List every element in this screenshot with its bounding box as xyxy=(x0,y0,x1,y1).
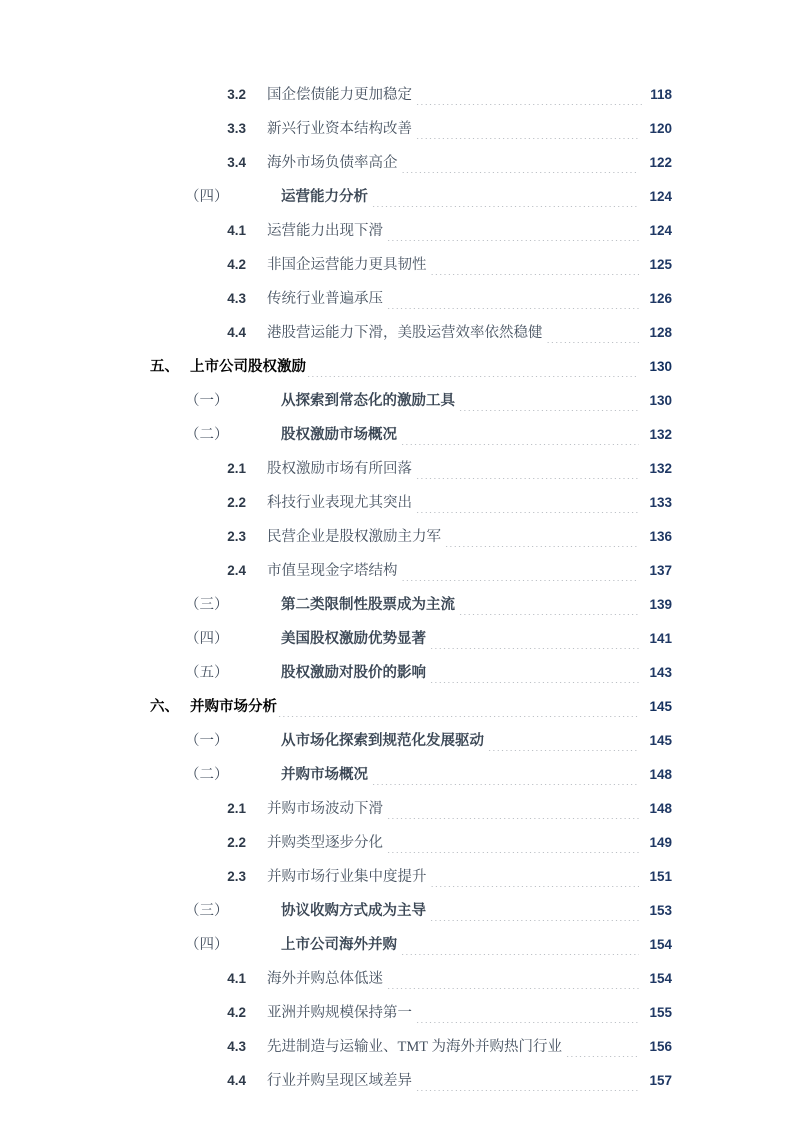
toc-entry-number: 4.2 xyxy=(227,1005,246,1020)
toc-entry[interactable] xyxy=(150,758,672,792)
toc-entry-number: 3.4 xyxy=(227,155,246,170)
toc-leader-dots xyxy=(547,329,640,343)
toc-entry[interactable] xyxy=(150,1064,672,1098)
toc-entry-number: 3.3 xyxy=(227,121,246,136)
toc-entry-title: 并购市场分析 xyxy=(190,699,277,715)
toc-page-number: 120 xyxy=(649,121,672,136)
toc-leader-dots xyxy=(431,261,640,275)
toc-page-number: 154 xyxy=(649,937,672,952)
toc-entry-title: 市值呈现金字塔结构 xyxy=(267,563,398,579)
toc-entry-title: 运营能力出现下滑 xyxy=(267,223,383,239)
toc-entry[interactable] xyxy=(150,996,672,1030)
toc-entry-number: 2.3 xyxy=(227,869,246,884)
toc-leader-dots xyxy=(387,805,639,819)
toc-page-number: 124 xyxy=(649,223,672,238)
toc-leader-dots xyxy=(387,295,639,309)
toc-entry-title: 新兴行业资本结构改善 xyxy=(267,121,412,137)
toc-entry-title: 协议收购方式成为主导 xyxy=(281,903,426,919)
toc-page-number: 118 xyxy=(650,87,672,102)
toc-entry[interactable] xyxy=(150,146,672,180)
toc-page-number: 145 xyxy=(649,733,672,748)
toc-leader-dots xyxy=(387,975,639,989)
toc-entry[interactable] xyxy=(150,928,672,962)
toc-entry[interactable] xyxy=(150,112,672,146)
toc-entry[interactable] xyxy=(150,78,672,112)
toc-entry-number: 4.3 xyxy=(227,1039,246,1054)
toc-page-number: 124 xyxy=(649,189,672,204)
toc-entry-number: （五） xyxy=(185,665,229,681)
toc-entry-number: 2.3 xyxy=(227,529,246,544)
toc-entry[interactable] xyxy=(150,724,672,758)
toc-entry-title: 行业并购呈现区域差异 xyxy=(267,1073,412,1089)
toc-entry[interactable] xyxy=(150,894,672,928)
toc-entry-number: 4.1 xyxy=(227,971,246,986)
toc-entry-number: （二） xyxy=(185,427,229,443)
toc-leader-dots xyxy=(430,669,639,683)
toc-leader-dots xyxy=(278,703,639,717)
toc-page-number: 155 xyxy=(649,1005,672,1020)
toc-entry[interactable] xyxy=(150,792,672,826)
toc-entry-title: 先进制造与运输业、TMT 为海外并购热门行业 xyxy=(267,1039,562,1055)
toc-entry[interactable] xyxy=(150,350,672,384)
toc-leader-dots xyxy=(459,397,639,411)
toc-entry-number: （二） xyxy=(185,767,229,783)
toc-entry-number: 4.2 xyxy=(227,257,246,272)
toc-entry-title: 并购市场行业集中度提升 xyxy=(267,869,427,885)
toc-entry[interactable] xyxy=(150,214,672,248)
toc-entry-title: 科技行业表现尤其突出 xyxy=(267,495,412,511)
toc-entry[interactable] xyxy=(150,384,672,418)
toc-page-number: 133 xyxy=(649,495,672,510)
toc-entry-number: 2.1 xyxy=(227,801,246,816)
toc-leader-dots xyxy=(416,499,639,513)
toc-page-number: 145 xyxy=(649,699,672,714)
toc-page-number: 143 xyxy=(649,665,672,680)
toc-entry-number: 六、 xyxy=(150,699,179,715)
toc-entry-number: （一） xyxy=(185,393,229,409)
toc-entry-number: 2.4 xyxy=(227,563,246,578)
toc-entry-title: 第二类限制性股票成为主流 xyxy=(281,597,455,613)
toc-entry[interactable] xyxy=(150,452,672,486)
toc-page-number: 139 xyxy=(649,597,672,612)
toc-entry[interactable] xyxy=(150,520,672,554)
toc-entry-title: 股权激励市场概况 xyxy=(281,427,397,443)
toc-page-number: 125 xyxy=(649,257,672,272)
toc-entry-title: 非国企运营能力更具韧性 xyxy=(267,257,427,273)
toc-entry[interactable] xyxy=(150,622,672,656)
toc-entry-title: 运营能力分析 xyxy=(281,189,368,205)
toc-leader-dots xyxy=(416,465,639,479)
toc-entry-number: 3.2 xyxy=(227,87,246,102)
toc-entry-number: （三） xyxy=(185,597,229,613)
toc-entry-title: 上市公司海外并购 xyxy=(281,937,397,953)
toc-entry[interactable] xyxy=(150,486,672,520)
toc-page-number: 132 xyxy=(649,427,672,442)
toc-page-number: 156 xyxy=(649,1039,672,1054)
toc-leader-dots xyxy=(416,91,644,105)
toc-entry-title: 海外并购总体低迷 xyxy=(267,971,383,987)
toc-page-number: 153 xyxy=(649,903,672,918)
toc-entry-title: 港股营运能力下滑，美股运营效率依然稳健 xyxy=(267,325,543,341)
toc-entry-number: 4.3 xyxy=(227,291,246,306)
toc-leader-dots xyxy=(387,839,639,853)
toc-page-number: 130 xyxy=(649,393,672,408)
toc-entry[interactable] xyxy=(150,248,672,282)
toc-entry-number: 2.2 xyxy=(227,835,246,850)
toc-entry-number: 4.4 xyxy=(227,325,246,340)
toc-page-number: 151 xyxy=(649,869,672,884)
toc-leader-dots xyxy=(430,907,639,921)
toc-leader-dots xyxy=(416,125,639,139)
toc-leader-dots xyxy=(402,567,640,581)
toc-entry-number: （四） xyxy=(185,937,229,953)
toc-entry[interactable] xyxy=(150,418,672,452)
toc-page-number: 136 xyxy=(649,529,672,544)
toc-page-number: 148 xyxy=(649,801,672,816)
toc-leader-dots xyxy=(401,941,639,955)
toc-page-number: 149 xyxy=(649,835,672,850)
toc-page-number: 128 xyxy=(649,325,672,340)
toc-leader-dots xyxy=(566,1043,639,1057)
toc-entry[interactable] xyxy=(150,1030,672,1064)
toc-entry-title: 美国股权激励优势显著 xyxy=(281,631,426,647)
toc-entry-number: （四） xyxy=(185,189,229,205)
toc-entry-title: 并购类型逐步分化 xyxy=(267,835,383,851)
toc-leader-dots xyxy=(459,601,639,615)
toc-leader-dots xyxy=(387,227,639,241)
toc-entry-title: 上市公司股权激励 xyxy=(190,359,306,375)
toc-entry-title: 国企偿债能力更加稳定 xyxy=(267,87,412,103)
toc-entry-title: 海外市场负债率高企 xyxy=(267,155,398,171)
toc-entry-title: 股权激励市场有所回落 xyxy=(267,461,412,477)
toc-leader-dots xyxy=(445,533,639,547)
toc-leader-dots xyxy=(372,193,639,207)
toc-entry[interactable] xyxy=(150,962,672,996)
toc-entry-title: 从市场化探索到规范化发展驱动 xyxy=(281,733,484,749)
toc-entry-number: （四） xyxy=(185,631,229,647)
toc-leader-dots xyxy=(430,635,639,649)
toc-leader-dots xyxy=(401,431,639,445)
toc-entry-title: 并购市场概况 xyxy=(281,767,368,783)
toc-entry[interactable] xyxy=(150,826,672,860)
toc-entry-title: 股权激励对股价的影响 xyxy=(281,665,426,681)
toc-entry[interactable] xyxy=(150,588,672,622)
toc-entry-title: 亚洲并购规模保持第一 xyxy=(267,1005,412,1021)
toc-entry-number: 五、 xyxy=(150,359,179,375)
toc-entry[interactable] xyxy=(150,316,672,350)
toc-entry-title: 从探索到常态化的激励工具 xyxy=(281,393,455,409)
toc-entry-title: 并购市场波动下滑 xyxy=(267,801,383,817)
toc-entry[interactable] xyxy=(150,656,672,690)
table-of-contents xyxy=(150,78,672,1098)
toc-page-number: 132 xyxy=(649,461,672,476)
toc-entry-title: 民营企业是股权激励主力军 xyxy=(267,529,441,545)
toc-entry-number: （一） xyxy=(185,733,229,749)
toc-entry[interactable] xyxy=(150,860,672,894)
toc-leader-dots xyxy=(416,1077,639,1091)
toc-entry-number: 2.1 xyxy=(227,461,246,476)
toc-page-number: 157 xyxy=(649,1073,672,1088)
toc-leader-dots xyxy=(372,771,639,785)
toc-leader-dots xyxy=(416,1009,639,1023)
toc-page-number: 154 xyxy=(649,971,672,986)
toc-page-number: 137 xyxy=(649,563,672,578)
toc-page-number: 122 xyxy=(649,155,672,170)
toc-page-number: 126 xyxy=(649,291,672,306)
toc-page-number: 130 xyxy=(649,359,672,374)
toc-leader-dots xyxy=(488,737,639,751)
toc-entry-title: 传统行业普遍承压 xyxy=(267,291,383,307)
toc-entry-number: 4.1 xyxy=(227,223,246,238)
toc-entry-number: 2.2 xyxy=(227,495,246,510)
toc-leader-dots xyxy=(431,873,640,887)
toc-leader-dots xyxy=(307,363,639,377)
toc-entry[interactable] xyxy=(150,282,672,316)
toc-entry[interactable] xyxy=(150,180,672,214)
toc-entry-number: 4.4 xyxy=(227,1073,246,1088)
toc-entry[interactable] xyxy=(150,554,672,588)
toc-entry-number: （三） xyxy=(185,903,229,919)
toc-leader-dots xyxy=(402,159,640,173)
toc-entry[interactable] xyxy=(150,690,672,724)
toc-page-number: 148 xyxy=(649,767,672,782)
toc-page-number: 141 xyxy=(649,631,672,646)
